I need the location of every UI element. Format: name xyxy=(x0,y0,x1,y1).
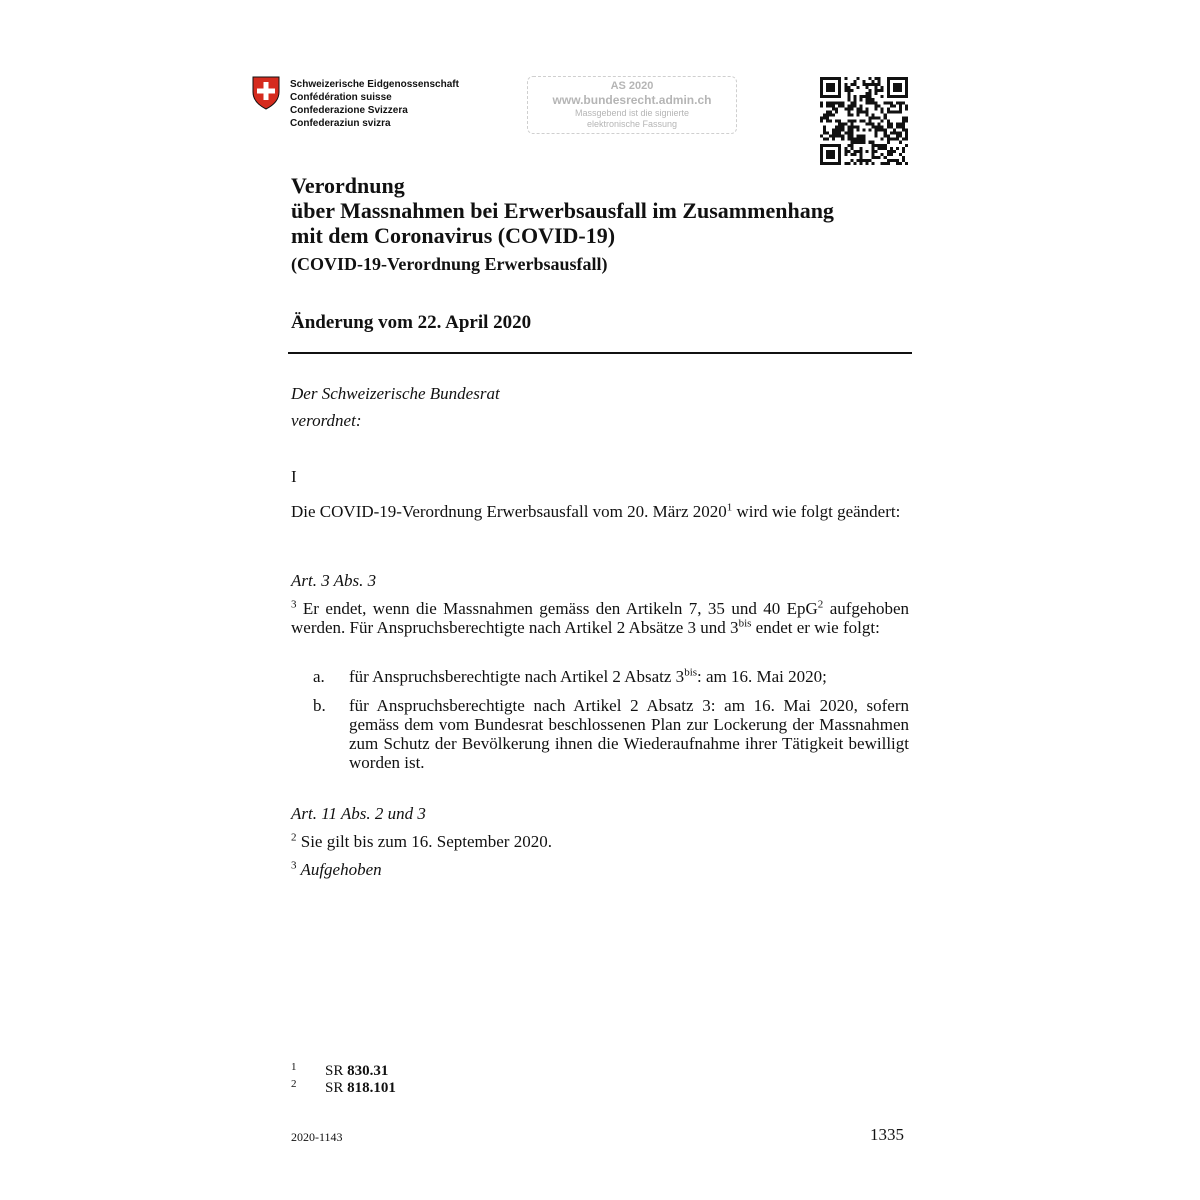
title-divider xyxy=(288,352,912,354)
art3-paragraph xyxy=(291,599,909,637)
page-number: 1335 xyxy=(870,1125,904,1144)
intro-text-a: Die COVID-19-Verordnung Erwerbsausfall vom 20. März 2020 xyxy=(291,502,727,521)
stamp-note-2: elektronische Fassung xyxy=(586,119,678,129)
art3-text-a: Er endet, wenn die Massnahmen gemäss den Artikeln 7, 35 und 40 EpG xyxy=(296,599,818,618)
footnote-2-num: 2 xyxy=(291,1078,297,1090)
art3-bis: bis xyxy=(738,617,752,630)
section-roman: I xyxy=(291,467,297,486)
amendment-date: Änderung vom 22. April 2020 xyxy=(291,312,532,333)
item-a-text xyxy=(349,667,909,686)
item-a-label: a. xyxy=(313,667,325,686)
footnote-2-prefix: SR xyxy=(325,1080,348,1096)
art11-para-2 xyxy=(291,832,909,851)
document-code: 2020-1143 xyxy=(291,1130,343,1144)
title-line-1: Verordnung xyxy=(291,173,405,198)
item-a-text-1: für Anspruchsberechtigte nach Artikel 2 Absatz 3 xyxy=(349,667,685,686)
footnote-2-ref: 818.101 xyxy=(347,1080,396,1096)
publication-stamp xyxy=(527,76,737,134)
intro-text-b: wird wie folgt geändert: xyxy=(732,502,901,521)
footnote-ref-1[interactable]: 1 xyxy=(726,501,733,514)
preamble-authority: Der Schweizerische Bundesrat xyxy=(291,384,500,403)
short-title: (COVID-19-Verordnung Erwerbsausfall) xyxy=(291,254,608,274)
item-b-text: für Anspruchsberechtigte nach Artikel 2 Absatz 3: am 16. Mai 2020, sofern gemäss dem vom Bundesrat beschlossenen Plan zur Lockerung der Massnahmen zum Schutz der Bevölkerung ihnen die Wiederaufnahme ihrer Tätigkeit bewilligt worden ist. xyxy=(349,696,909,772)
swiss-cross-shield-icon xyxy=(252,76,280,110)
federation-names xyxy=(290,78,459,130)
art11-heading: Art. 11 Abs. 2 und 3 xyxy=(291,804,426,823)
stamp-as: AS 2020 xyxy=(610,80,654,92)
stamp-note-1: Massgebend ist die signierte xyxy=(574,108,690,118)
art3-text-c: endet er wie folgt: xyxy=(751,618,880,637)
federation-name-it: Confederazione Svizzera xyxy=(290,105,408,116)
art3-heading: Art. 3 Abs. 3 xyxy=(291,571,377,590)
footnote-ref-2[interactable]: 2 xyxy=(817,598,824,611)
federation-name-fr: Confédération suisse xyxy=(290,92,392,103)
art11-p2-text: Sie gilt bis zum 16. September 2020. xyxy=(296,832,552,851)
title-line-2: über Massnahmen bei Erwerbsausfall im Zusammenhang xyxy=(291,198,834,223)
document-title xyxy=(291,173,921,248)
title-line-3: mit dem Coronavirus (COVID-19) xyxy=(291,223,616,248)
preamble-verb: verordnet: xyxy=(291,411,362,430)
qr-code-icon xyxy=(820,77,908,165)
art11-p2-num: 2 xyxy=(291,831,297,844)
art11-para-3 xyxy=(291,860,909,879)
art3-para-num: 3 xyxy=(291,598,297,611)
federation-name-rm: Confederaziun svizra xyxy=(290,118,391,129)
footnote-1-ref: 830.31 xyxy=(347,1063,389,1079)
section-intro xyxy=(291,502,909,521)
art11-p3-num: 3 xyxy=(291,859,297,872)
stamp-url[interactable]: www.bundesrecht.admin.ch xyxy=(552,93,712,107)
footnote-1-num: 1 xyxy=(291,1061,297,1073)
item-a-text-2: : am 16. Mai 2020; xyxy=(697,667,827,686)
art11-p3-text: Aufgehoben xyxy=(296,860,382,879)
federation-name-de: Schweizerische Eidgenossenschaft xyxy=(290,79,459,90)
item-a-bis: bis xyxy=(684,666,698,679)
item-b-label: b. xyxy=(313,696,326,715)
footnote-1-prefix: SR xyxy=(325,1063,348,1079)
art3-text-b: aufgehoben werden. Für Anspruchsberechtigte nach Artikel 2 Absätze 3 und 3 xyxy=(291,599,909,637)
